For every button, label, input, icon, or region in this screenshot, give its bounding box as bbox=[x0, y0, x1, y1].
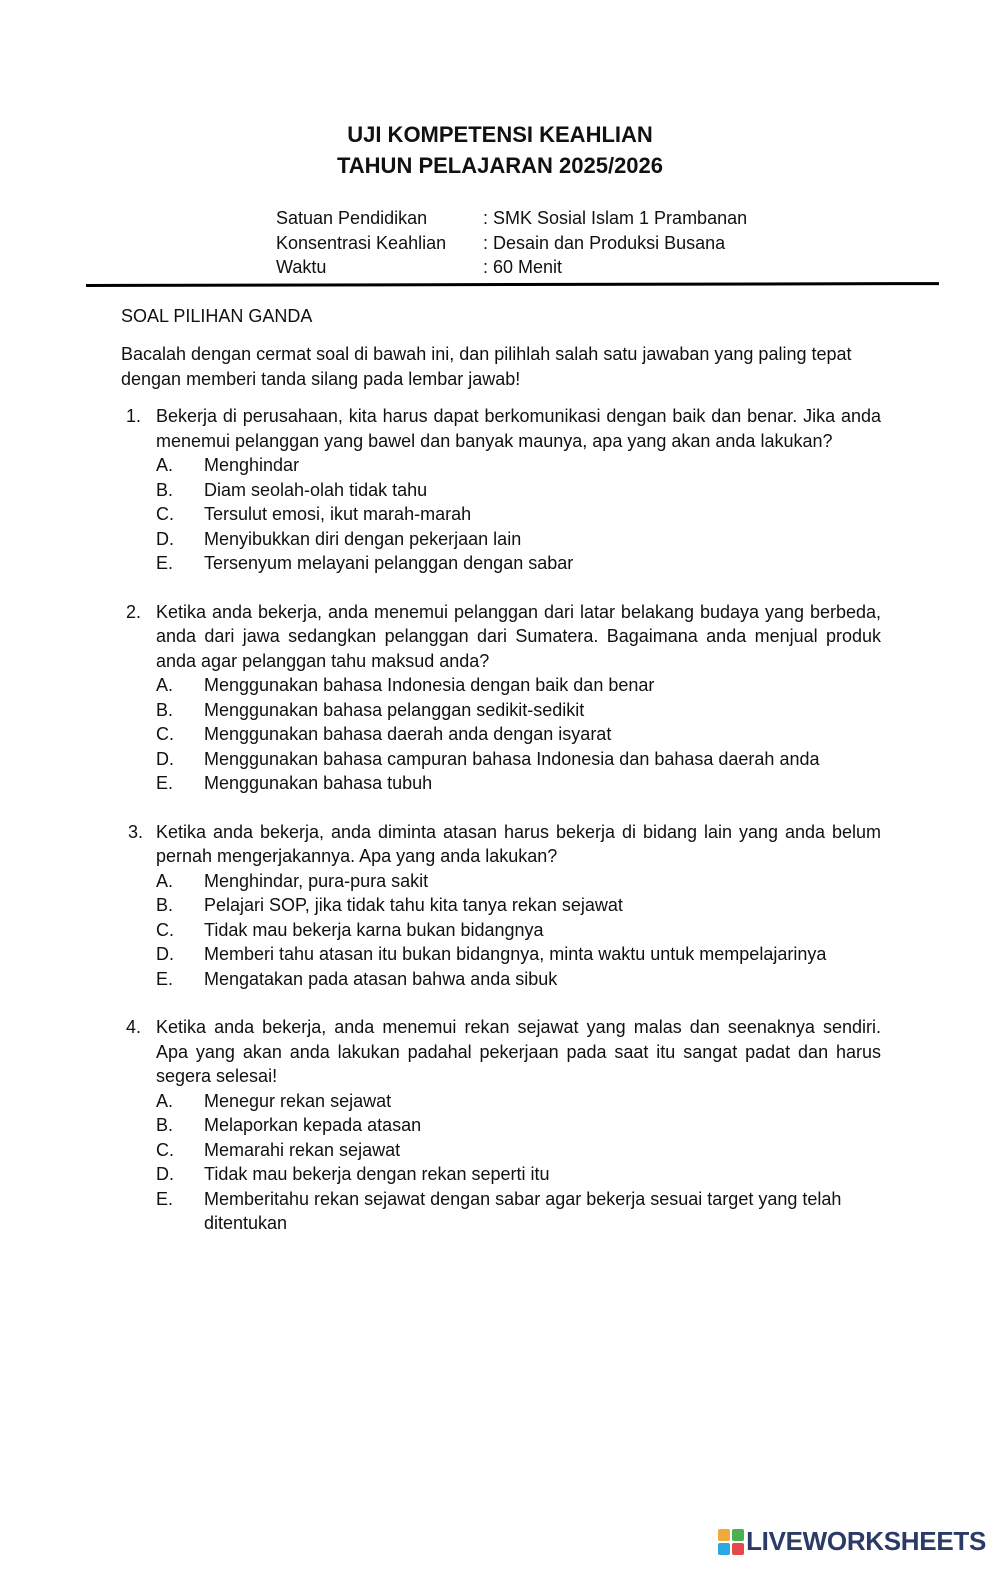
option-letter: A. bbox=[156, 870, 174, 891]
option-a[interactable] bbox=[156, 1089, 881, 1114]
option-text: Pelajari SOP, jika tidak tahu kita tanya rekan sejawat bbox=[204, 895, 623, 915]
question-4 bbox=[121, 1015, 881, 1236]
option-text: Menggunakan bahasa Indonesia dengan baik dan benar bbox=[204, 675, 655, 695]
option-letter: A. bbox=[156, 675, 174, 695]
option-text: Tersulut emosi, ikut marah-marah bbox=[204, 504, 472, 524]
option-text: Menggunakan bahasa campuran bahasa Indonesia dan bahasa daerah anda bbox=[204, 748, 820, 769]
option-a[interactable] bbox=[156, 453, 881, 478]
option-list bbox=[156, 673, 881, 796]
option-text: Memarahi rekan sejawat bbox=[204, 1139, 401, 1160]
option-text: Menghindar, pura-pura sakit bbox=[204, 870, 429, 891]
instructions: Bacalah dengan cermat soal di bawah ini, dan pilihlah salah satu jawaban yang paling tepat dengan memberi tanda silang pada lembar jawab! bbox=[121, 344, 852, 389]
option-c[interactable] bbox=[156, 502, 881, 527]
question-number: 3. bbox=[128, 821, 144, 842]
option-text: Diam seolah-olah tidak tahu bbox=[204, 479, 428, 500]
question-3 bbox=[121, 820, 881, 992]
exam-title: UJI KOMPETENSI KEAHLIAN bbox=[347, 122, 653, 147]
option-text: Menegur rekan sejawat bbox=[204, 1090, 392, 1111]
logo-square bbox=[718, 1543, 730, 1555]
option-e[interactable] bbox=[156, 771, 881, 796]
option-letter: A. bbox=[156, 455, 174, 475]
question-text: Bekerja di perusahaan, kita harus dapat berkomunikasi dengan baik dan benar. Jika anda menemui pelanggan yang bawel dan banyak maunya, apa yang akan anda lakukan? bbox=[156, 406, 881, 451]
option-letter: A. bbox=[156, 1090, 174, 1111]
option-letter: C. bbox=[156, 724, 174, 744]
option-e[interactable] bbox=[156, 1187, 881, 1236]
option-letter: E. bbox=[156, 968, 174, 989]
option-text: Mengatakan pada atasan bahwa anda sibuk bbox=[204, 968, 558, 989]
option-text: Menyibukkan diri dengan pekerjaan lain bbox=[204, 528, 522, 549]
logo-text: LIVEWORKSHEETS bbox=[746, 1526, 986, 1556]
exam-info bbox=[276, 206, 747, 280]
info-row-time bbox=[276, 255, 747, 280]
info-value: : 60 Menit bbox=[483, 257, 563, 277]
info-label: Satuan Pendidikan bbox=[276, 208, 428, 228]
option-a[interactable] bbox=[156, 869, 881, 894]
question-list bbox=[121, 404, 881, 1260]
option-b[interactable] bbox=[156, 1113, 881, 1138]
option-list bbox=[156, 453, 881, 576]
info-row-school bbox=[276, 206, 747, 231]
liveworksheets-logo[interactable] bbox=[718, 1526, 986, 1557]
section-title: SOAL PILIHAN GANDA bbox=[121, 306, 313, 326]
option-letter: C. bbox=[156, 1139, 174, 1160]
option-text: Menggunakan bahasa pelanggan sedikit-sedikit bbox=[204, 699, 585, 720]
option-letter: E. bbox=[156, 553, 174, 573]
option-text: Memberitahu rekan sejawat dengan sabar agar bekerja sesuai target yang telah ditentukan bbox=[204, 1188, 842, 1233]
question-number: 2. bbox=[126, 601, 142, 622]
question-text: Ketika anda bekerja, anda diminta atasan harus bekerja di bidang lain yang anda belum pernah mengerjakannya. Apa yang anda lakukan? bbox=[156, 821, 881, 866]
option-c[interactable] bbox=[156, 918, 881, 943]
option-a[interactable] bbox=[156, 673, 881, 698]
option-text: Tersenyum melayani pelanggan dengan sabar bbox=[204, 553, 574, 573]
option-e[interactable] bbox=[156, 967, 881, 992]
info-label: Waktu bbox=[276, 257, 327, 277]
logo-square bbox=[718, 1529, 730, 1541]
option-letter: D. bbox=[156, 528, 174, 549]
option-text: Menghindar bbox=[204, 455, 300, 475]
option-e[interactable] bbox=[156, 551, 881, 576]
option-letter: D. bbox=[156, 748, 174, 769]
header-divider bbox=[86, 282, 939, 287]
question-1 bbox=[121, 404, 881, 576]
question-2 bbox=[121, 600, 881, 796]
option-letter: C. bbox=[156, 919, 174, 940]
option-d[interactable] bbox=[156, 527, 881, 552]
info-label: Konsentrasi Keahlian bbox=[276, 232, 447, 253]
option-letter: D. bbox=[156, 944, 174, 964]
option-letter: E. bbox=[156, 1188, 174, 1209]
option-letter: E. bbox=[156, 773, 174, 793]
option-b[interactable] bbox=[156, 893, 881, 918]
option-b[interactable] bbox=[156, 478, 881, 503]
logo-square bbox=[732, 1543, 744, 1555]
option-d[interactable] bbox=[156, 747, 881, 772]
option-list bbox=[156, 1089, 881, 1236]
option-letter: D. bbox=[156, 1164, 174, 1184]
option-text: Menggunakan bahasa tubuh bbox=[204, 773, 433, 793]
option-letter: B. bbox=[156, 699, 174, 720]
logo-square bbox=[732, 1529, 744, 1541]
option-text: Menggunakan bahasa daerah anda dengan isyarat bbox=[204, 724, 612, 744]
info-value: : Desain dan Produksi Busana bbox=[483, 232, 726, 253]
option-b[interactable] bbox=[156, 698, 881, 723]
option-text: Melaporkan kepada atasan bbox=[204, 1115, 422, 1135]
option-text: Tidak mau bekerja karna bukan bidangnya bbox=[204, 919, 544, 940]
option-text: Tidak mau bekerja dengan rekan seperti itu bbox=[204, 1164, 550, 1184]
option-letter: C. bbox=[156, 504, 174, 524]
academic-year-title: TAHUN PELAJARAN 2025/2026 bbox=[336, 153, 664, 178]
question-number: 4. bbox=[126, 1017, 142, 1037]
option-c[interactable] bbox=[156, 1138, 881, 1163]
info-value: : SMK Sosial Islam 1 Prambanan bbox=[483, 208, 748, 228]
option-list bbox=[156, 869, 881, 992]
option-c[interactable] bbox=[156, 722, 881, 747]
option-letter: B. bbox=[156, 1115, 174, 1135]
info-row-concentration bbox=[276, 231, 747, 256]
option-d[interactable] bbox=[156, 1162, 881, 1187]
liveworksheets-logo-icon bbox=[718, 1529, 744, 1555]
question-text: Ketika anda bekerja, anda menemui rekan sejawat yang malas dan seenaknya sendiri. Apa yang akan anda lakukan padahal pekerjaan pada saat itu sangat padat dan harus segera selesai! bbox=[156, 1017, 881, 1086]
question-number: 1. bbox=[126, 406, 142, 426]
option-letter: B. bbox=[156, 479, 174, 500]
option-d[interactable] bbox=[156, 942, 881, 967]
question-text: Ketika anda bekerja, anda menemui pelanggan dari latar belakang budaya yang berbeda, anda dari jawa sedangkan pelanggan dari Sumatera. Bagaimana anda menjual produk anda agar pelanggan tahu maksud anda? bbox=[156, 601, 881, 671]
option-text: Memberi tahu atasan itu bukan bidangnya, minta waktu untuk mempelajarinya bbox=[204, 944, 827, 964]
option-letter: B. bbox=[156, 895, 174, 915]
